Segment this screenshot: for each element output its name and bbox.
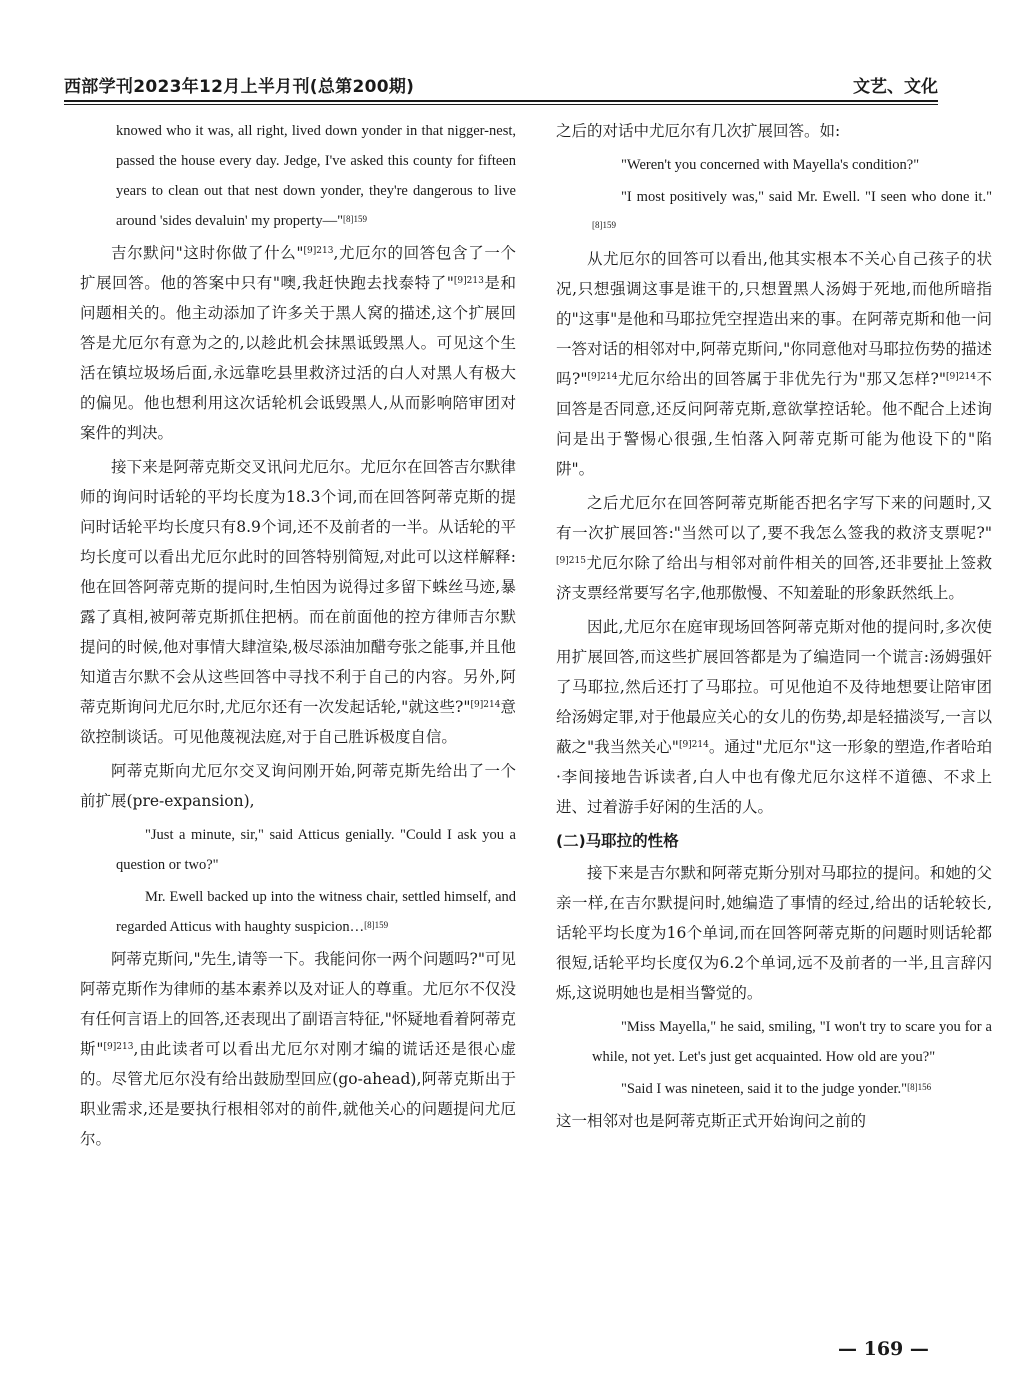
paragraph: 之后尤厄尔在回答阿蒂克斯能否把名字写下来的问题时,又有一次扩展回答:"当然可以了,要不我怎么签我的救济支票呢?"$^{[9]215}$尤厄尔除了给出与相邻对前件相关的回答,还非要扯上签救济支票经常要写名字,他那傲慢、不知羞耻的形象跃然纸上。: [556, 494, 992, 602]
running-header: [64, 72, 938, 102]
paragraph: 阿蒂克斯向尤厄尔交叉询问刚开始,阿蒂克斯先给出了一个前扩展(pre-expansion),: [80, 762, 516, 810]
paragraph: 吉尔默问"这时你做了什么"$^{[9]213}$,尤厄尔的回答包含了一个扩展回答。他的答案中只有"噢,我赶快跑去找泰特了"$^{[9]213}$是和问题相关的。他主动添加了许多关于黑人窝的描述,这个扩展回答是尤厄尔有意为之的,以趁此机会抹黑诋毁黑人。可见这个生活在镇垃圾场后面,永远靠吃县里救济过活的白人对黑人有极大的偏见。他也想利用这次话轮机会诋毁黑人,从而影响陪审团对案件的判决。: [80, 244, 516, 442]
block-quote: Mr. Ewell backed up into the witness chair, settled himself, and regarded Atticus with haughty suspicion…$^{[8]159}$: [116, 889, 516, 935]
block-quote: knowed who it was, all right, lived down yonder in that nigger-nest, passed the house every day. Jedge, I've asked this county for fifteen years to clean out that nest down yonder, they're dangerous to live around 'sides devaluin' my property—"$^{[8]159}$: [116, 123, 516, 229]
page-number: — 169 —: [838, 1338, 929, 1360]
left-column: [80, 116, 516, 1158]
section-subheading: (二)马耶拉的性格: [556, 832, 679, 850]
block-quote: "Just a minute, sir," said Atticus genially. "Could I ask you a question or two?": [116, 827, 516, 873]
paragraph: 这一相邻对也是阿蒂克斯正式开始询问之前的: [556, 1112, 867, 1130]
paragraph: 因此,尤厄尔在庭审现场回答阿蒂克斯对他的提问时,多次使用扩展回答,而这些扩展回答都是为了编造同一个谎言:汤姆强奸了马耶拉,然后还打了马耶拉。可见他迫不及待地想要让陪审团给汤姆定罪,对于他最应关心的女儿的伤势,却是轻描淡写,一言以蔽之"我当然关心"$^{[9]214}$。通过"尤厄尔"这一形象的塑造,作者哈珀·李间接地告诉读者,白人中也有像尤厄尔这样不道德、不求上进、过着游手好闲的生活的人。: [556, 618, 992, 816]
paragraph: 接下来是阿蒂克斯交叉讯问尤厄尔。尤厄尔在回答吉尔默律师的询问时话轮的平均长度为18.3个词,而在回答阿蒂克斯的提问时话轮平均长度只有8.9个词,还不及前者的一半。从话轮的平均长度可以看出尤厄尔此时的回答特别简短,对此可以这样解释:他在回答阿蒂克斯的提问时,生怕因为说得过多留下蛛丝马迹,暴露了真相,被阿蒂克斯抓住把柄。而在前面他的控方律师吉尔默提问的时候,他对事情大肆渲染,极尽添油加醋夸张之能事,并且他知道吉尔默不会从这些回答中寻找不利于自己的内容。另外,阿蒂克斯询问尤厄尔时,尤厄尔还有一次发起话轮,"就这些?"$^{[9]214}$意欲控制谈话。可见他蔑视法庭,对于自己胜诉极度自信。: [80, 458, 516, 746]
header-rule: [64, 100, 938, 105]
block-quote: "I most positively was," said Mr. Ewell. "I seen who done it."$^{[8]159}$: [592, 189, 992, 230]
paragraph: 阿蒂克斯问,"先生,请等一下。我能问你一两个问题吗?"可见阿蒂克斯作为律师的基本素养以及对证人的尊重。尤厄尔不仅没有任何言语上的回答,还表现出了副语言特征,"怀疑地看着阿蒂克斯"$^{[9]213}$,由此读者可以看出尤厄尔对刚才编的谎话还是很心虚的。尽管尤厄尔没有给出鼓励型回应(go-ahead),阿蒂克斯出于职业需求,还是要执行根相邻对的前件,就他关心的问题提问尤厄尔。: [80, 950, 516, 1148]
paragraph: 从尤厄尔的回答可以看出,他其实根本不关心自己孩子的状况,只想强调这事是谁干的,只想置黑人汤姆于死地,而他所暗指的"这事"是他和马耶拉凭空捏造出来的事。在阿蒂克斯和他一问一答对话的相邻对中,阿蒂克斯问,"你同意他对马耶拉伤势的描述吗?"$^{[9]214}$尤厄尔给出的回答属于非优先行为"那又怎样?"$^{[9]214}$不回答是否同意,还反问阿蒂克斯,意欲掌控话轮。他不配合上述询问是出于警惕心很强,生怕落入阿蒂克斯可能为他设下的"陷阱"。: [556, 250, 992, 478]
paragraph: 之后的对话中尤厄尔有几次扩展回答。如:: [556, 122, 841, 140]
section-title: 文艺、文化: [853, 77, 938, 97]
block-quote: "Said I was nineteen, said it to the judge yonder."$^{[8]156}$: [621, 1081, 932, 1097]
right-column: [556, 116, 992, 1140]
block-quote: "Weren't you concerned with Mayella's condition?": [621, 157, 920, 173]
journal-title: 西部学刊2023年12月上半月刊(总第200期): [64, 77, 415, 97]
block-quote: "Miss Mayella," he said, smiling, "I won't try to scare you for a while, not yet. Let's just get acquainted. How old are you?": [592, 1019, 992, 1065]
paragraph: 接下来是吉尔默和阿蒂克斯分别对马耶拉的提问。和她的父亲一样,在吉尔默提问时,她编造了事情的经过,给出的话轮较长,话轮平均长度为16个单词,而在回答阿蒂克斯的问题时则话轮都很短,话轮平均长度仅为6.2个单词,远不及前者的一半,且言辞闪烁,这说明她也是相当警觉的。: [556, 864, 992, 1002]
